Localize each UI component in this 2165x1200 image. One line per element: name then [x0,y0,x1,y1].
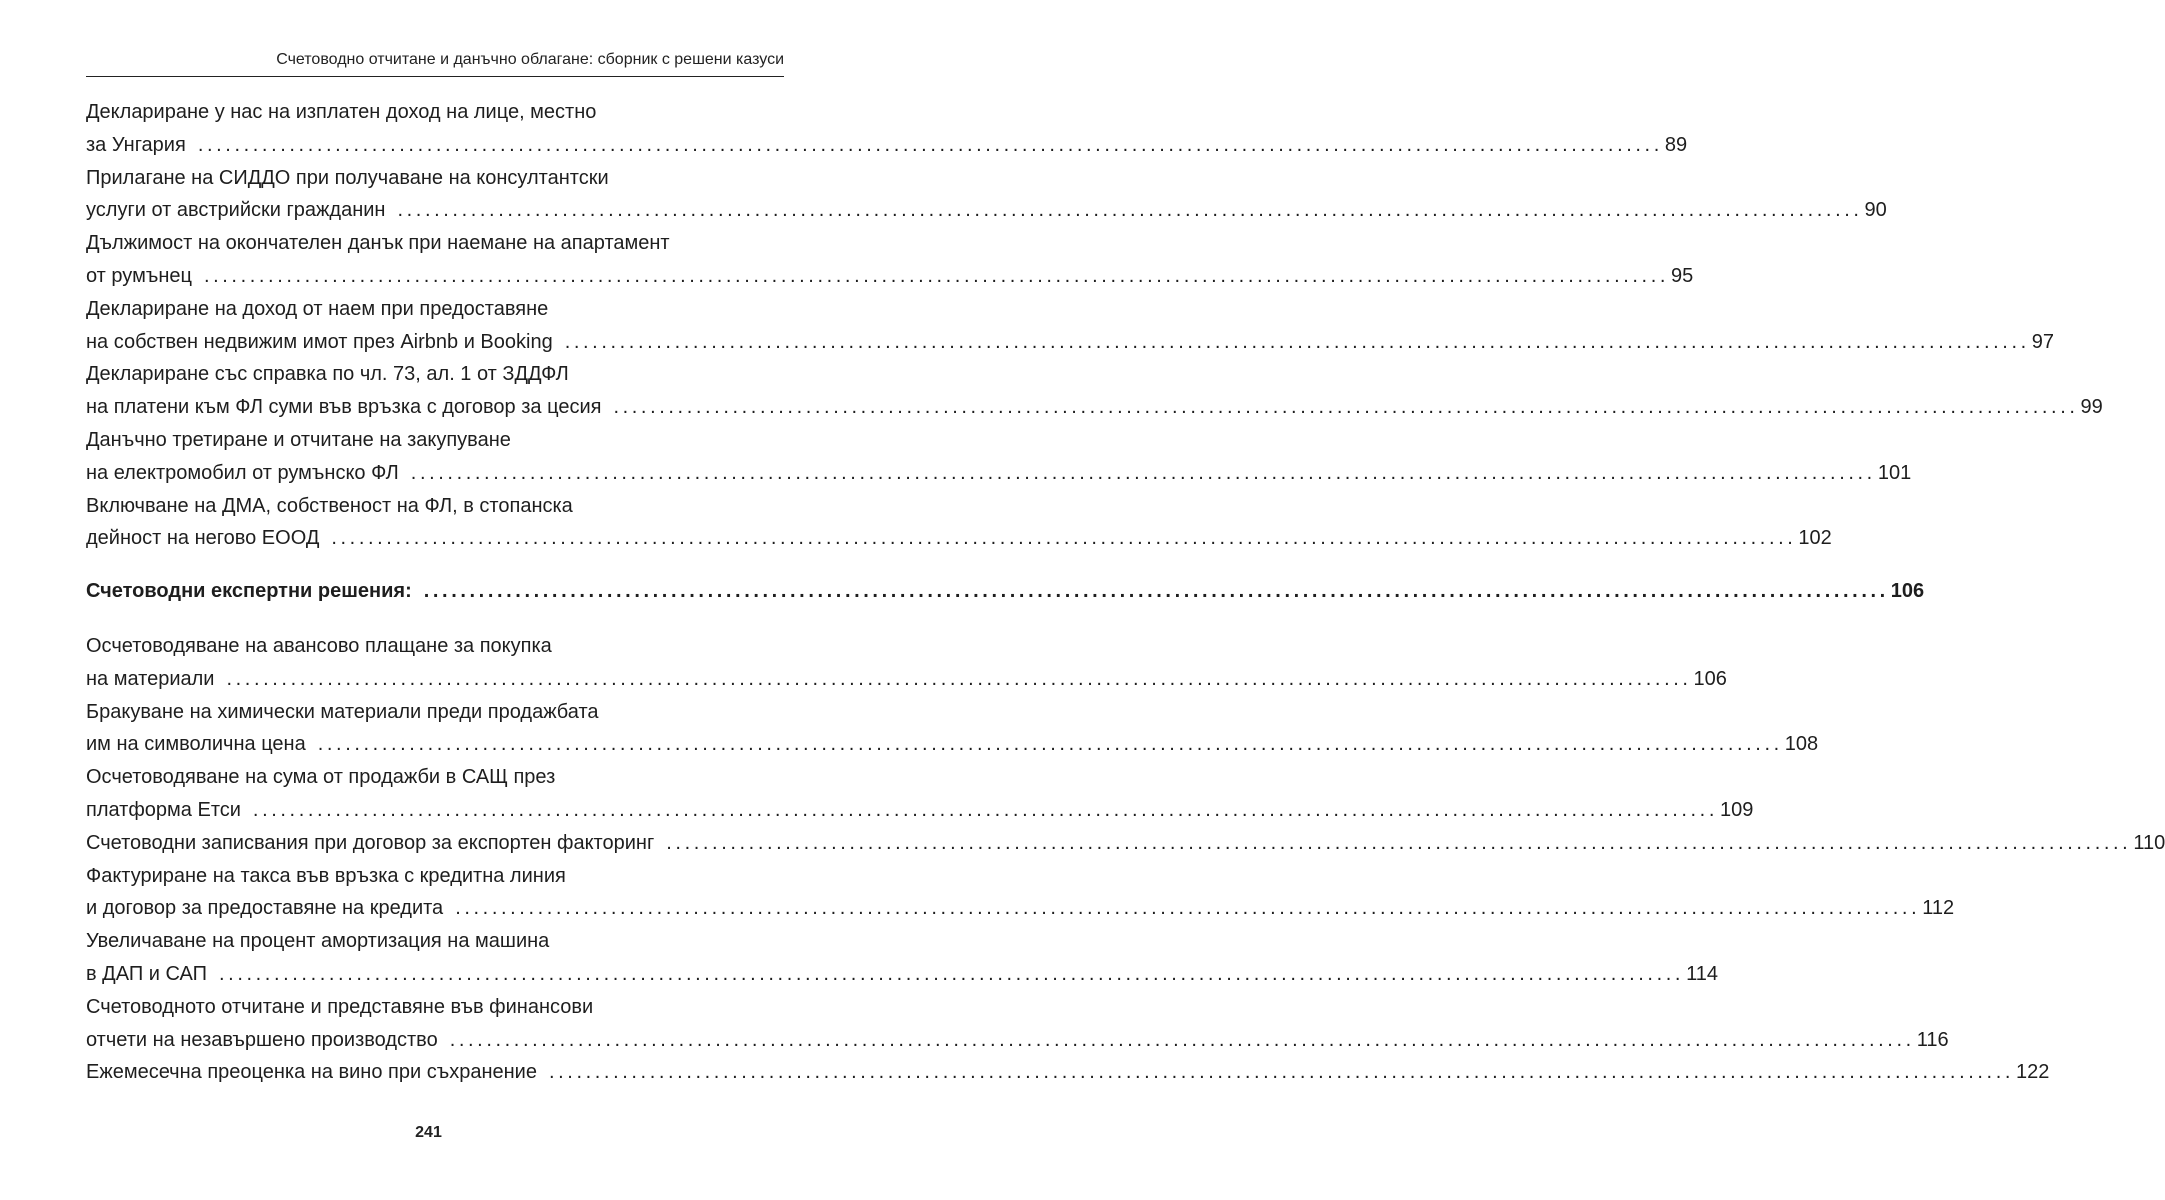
toc-entry-title: на материали [86,667,215,690]
toc-entry [86,761,1754,827]
toc-entry-title: на електромобил от румънско ФЛ [86,461,399,484]
toc-page-number: 90 [1864,199,1887,222]
toc-page-number: 110 [2133,831,2165,854]
dot-leader: ................................................................................................................................................................ [423,580,1889,603]
toc-entry-line [86,522,1832,555]
dot-leader: ................................................................................................................................................................ [455,897,1921,920]
toc-entry-title: им на символична цена [86,733,306,756]
dot-leader: ................................................................................................................................................................ [564,330,2030,353]
toc-entry [86,162,1887,228]
toc-entry [86,630,1727,696]
toc-entry [86,696,1819,762]
toc-entry-line: Фактуриране на такса във връзка с кредитна линия [86,864,566,887]
toc-entry [86,991,1949,1057]
toc-entry-title: на платени към ФЛ суми във връзка с договор за цесия [86,396,602,419]
toc-entry-line: Дължимост на окончателен данък при наемане на апартамент [86,232,670,255]
toc-page-number: 116 [1916,1028,1949,1051]
toc-entry [86,293,2055,359]
toc-entry [86,925,1718,991]
dot-leader: ................................................................................................................................................................ [226,667,1692,690]
dot-leader: ................................................................................................................................................................ [666,831,2132,854]
toc-entry-line [86,260,1694,293]
toc-entry-line: Данъчно третиране и отчитане на закупуване [86,428,511,451]
toc-entry-line: Прилагане на СИДДО при получаване на консултантски [86,166,609,189]
toc-entry-title: за Унгария [86,133,186,156]
dot-leader: ................................................................................................................................................................ [613,396,2079,419]
toc-entry-title: на собствен недвижим имот през Airbnb и Booking [86,330,553,353]
toc-page-number: 97 [2031,330,2055,353]
toc-entry [86,1056,2050,1089]
toc-entry [86,227,1694,293]
toc-page-number: 102 [1798,527,1832,550]
toc-page-number: 106 [1890,580,1925,603]
toc-entry-title: Ежемесечна преоценка на вино при съхранение [86,1061,537,1084]
toc-entry-line: Деклариране у нас на изплатен доход на лице, местно [86,101,597,123]
toc-page-number: 109 [1719,798,1754,821]
toc-entry-title: и договор за предоставяне на кредита [86,897,444,920]
toc-entry-title: услуги от австрийски гражданин [86,199,386,222]
toc-entry [86,860,1955,926]
dot-leader: ................................................................................................................................................................ [449,1028,1915,1051]
page-number: 241 [415,1124,442,1141]
toc-entry-line [86,1056,2050,1089]
toc-entry-title: дейност на негово ЕООД [86,527,320,550]
dot-leader: ................................................................................................................................................................ [203,264,1670,287]
toc-entry-title: платформа Етси [86,798,241,821]
dot-leader: ................................................................................................................................................................ [252,798,1718,821]
toc-entry-line [86,794,1754,827]
toc-entry-line: Деклариране със справка по чл. 73, ал. 1 от ЗДДФЛ [86,363,569,386]
toc-entry-title: отчети на незавършено производство [86,1028,438,1051]
toc-entry-line: Осчетоводяване на сума от продажби в САЩ през [86,766,556,789]
toc-entry-line: Увеличаване на процент амортизация на машина [86,930,550,953]
toc-entry-line: Включване на ДМА, собственост на ФЛ, в стопанска [86,494,573,517]
toc-entry [86,827,2165,860]
toc-entry-title: от румънец [86,264,192,287]
toc-page-number: 112 [1922,897,1955,920]
toc-entry-title: Счетоводни експертни решения: [86,580,412,603]
dot-leader: ................................................................................................................................................................ [197,133,1663,156]
dot-leader: ................................................................................................................................................................ [317,733,1783,756]
dot-leader: ................................................................................................................................................................ [548,1061,2015,1084]
toc-page-number: 122 [2016,1061,2050,1084]
header-rule [86,76,784,77]
toc-entry-line [86,457,1912,490]
toc-page-number: 101 [1877,461,1912,484]
toc-entry-line [86,575,1925,608]
dot-leader: ................................................................................................................................................................ [410,461,1876,484]
toc-page-number: 95 [1671,264,1694,287]
toc-page-number: 89 [1664,133,1688,156]
toc-page-number: 106 [1693,667,1727,690]
toc-entry-line [86,958,1718,991]
toc-entry [86,490,1832,556]
toc-entry-line: Счетоводното отчитане и представяне във финансови [86,995,594,1018]
toc-entry-title: в ДАП и САП [86,962,207,985]
toc-entry [86,96,1688,162]
dot-leader: ................................................................................................................................................................ [219,962,1685,985]
toc-entry-line: Бракуване на химически материали преди продажбата [86,700,599,723]
toc-entry-line [86,391,2103,424]
toc-page-number: 99 [2080,396,2103,419]
toc-page-number: 108 [1784,733,1819,756]
toc-entry-line [86,326,2055,359]
toc-entry-line [86,728,1819,761]
table-of-contents [86,96,2165,1089]
toc-entry-line [86,827,2165,860]
toc-entry-title: Счетоводни записвания при договор за експортен факторинг [86,831,655,854]
toc-entry-line: Деклариране на доход от наем при предоставяне [86,297,549,320]
toc-entry [86,358,2103,424]
toc-entry-line [86,194,1887,227]
toc-entry-line [86,663,1727,696]
toc-section-heading [86,575,1925,608]
toc-entry-line: Осчетоводяване на авансово плащане за покупка [86,634,552,657]
toc-entry-line [86,1024,1949,1057]
toc-entry [86,424,1912,490]
dot-leader: ................................................................................................................................................................ [331,527,1797,550]
toc-entry-line [86,892,1955,925]
toc-entry-line [86,129,1688,162]
dot-leader: ................................................................................................................................................................ [397,199,1863,222]
running-head: Счетоводно отчитане и данъчно облагане: сборник с решени казуси [276,51,784,68]
toc-page-number: 114 [1686,962,1718,985]
